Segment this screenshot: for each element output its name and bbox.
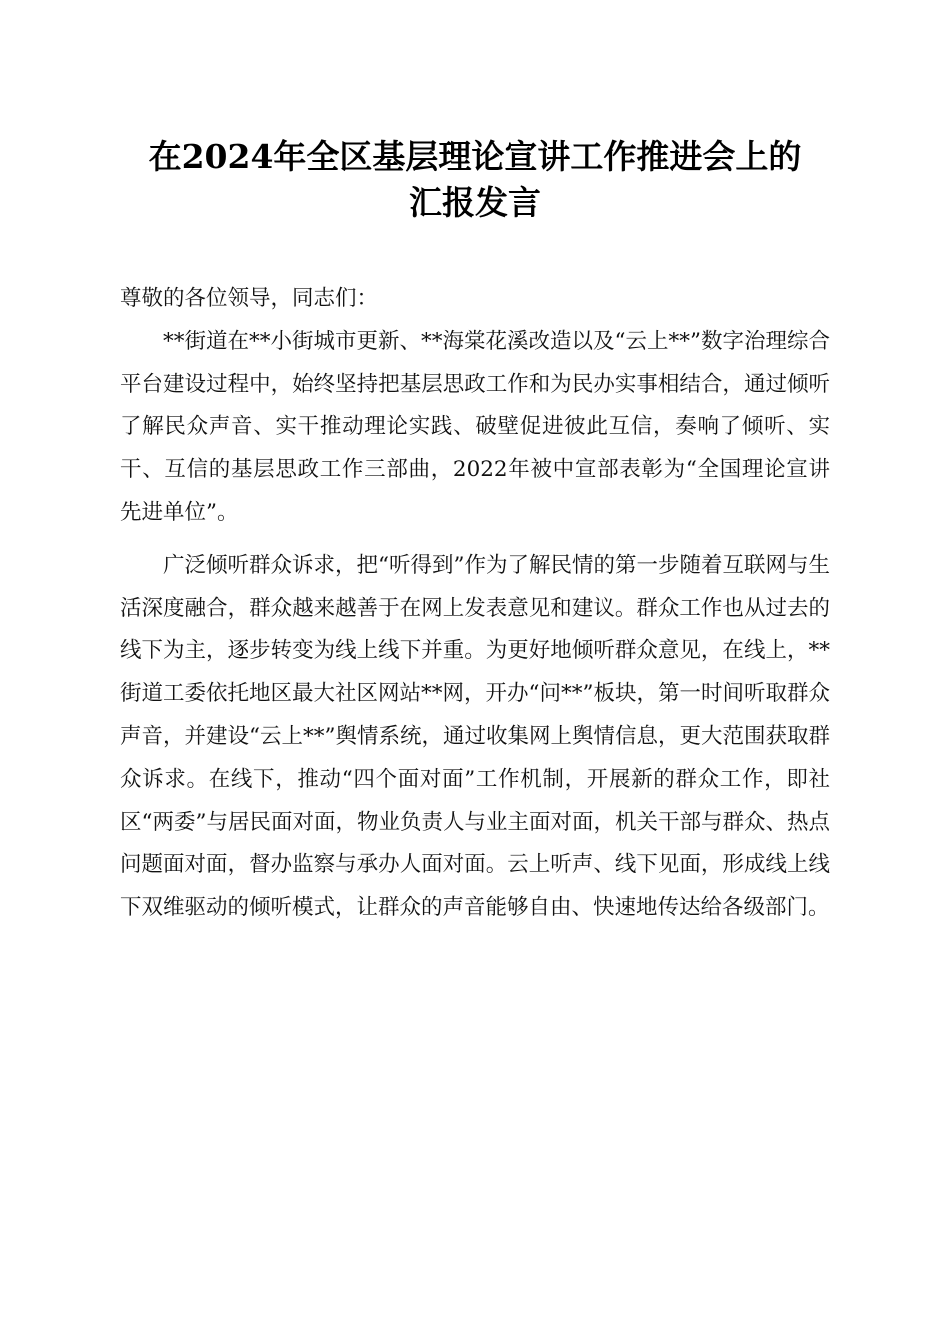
- paragraph-1: **街道在**小街城市更新、**海棠花溪改造以及“云上**”数字治理综合平台建设过程中，始终坚持把基层思政工作和为民办实事相结合，通过倾听了解民众声音、实干推动理论实践、破壁促进彼此互信，奏响了倾听、实干、互信的基层思政工作三部曲，2022年被中宣部表彰为“全国理论宣讲先进单位”。: [120, 328, 830, 525]
- paragraph-2: 广泛倾听群众诉求，把“听得到”作为了解民情的第一步随着互联网与生活深度融合，群众越来越善于在网上发表意见和建议。群众工作也从过去的线下为主，逐步转变为线上线下并重。为更好地倾听群众意见，在线上，**街道工委依托地区最大社区网站**网，开办“问**”板块，第一时间听取群众声音，并建设“云上**”舆情系统，通过收集网上舆情信息，更大范围获取群众诉求。在线下，推动“四个面对面”工作机制，开展新的群众工作，即社区“两委”与居民面对面，物业负责人与业主面对面，机关干部与群众、热点问题面对面，督办监察与承办人面对面。云上听声、线下见面，形成线上线下双维驱动的倾听模式，让群众的声音能够自由、快速地传达给各级部门。: [120, 552, 830, 921]
- salutation: 尊敬的各位领导，同志们：: [120, 286, 379, 311]
- document-title: [100, 134, 850, 226]
- title-line-1: 在2024年全区基层理论宣讲工作推进会上的: [148, 137, 802, 176]
- title-line-2: 汇报发言: [409, 183, 541, 222]
- document-body: [120, 278, 830, 930]
